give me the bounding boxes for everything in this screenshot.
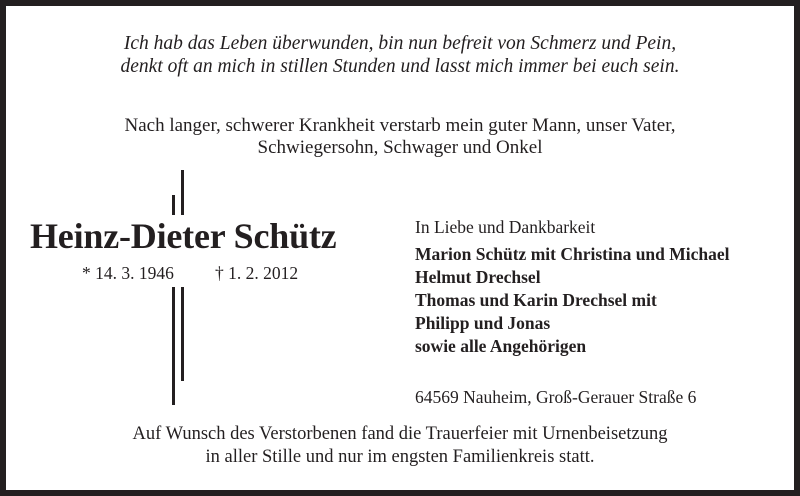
deceased-name: Heinz-Dieter Schütz <box>30 216 337 256</box>
birth-date: * 14. 3. 1946 <box>82 263 174 283</box>
quote-line-2: denkt oft an mich in stillen Stunden und lasst mich immer bei euch sein. <box>120 56 680 77</box>
footer-line-1: Auf Wunsch des Verstorbenen fand die Trauerfeier mit Urnenbeisetzung <box>132 424 668 444</box>
death-date: † 1. 2. 2012 <box>215 263 299 283</box>
address: 64569 Nauheim, Groß-Gerauer Straße 6 <box>415 387 697 407</box>
footer-line-2: in aller Stille und nur im engsten Familienkreis statt. <box>205 447 595 467</box>
mourner-line: Thomas und Karin Drechsel mit <box>415 290 657 310</box>
mourner-line: sowie alle Angehörigen <box>415 336 587 356</box>
quote-line-1: Ich hab das Leben überwunden, bin nun befreit von Schmerz und Pein, <box>123 33 677 54</box>
mourners-heading: In Liebe und Dankbarkeit <box>415 217 596 237</box>
mourner-line: Marion Schütz mit Christina und Michael <box>415 244 730 264</box>
intro-line-1: Nach langer, schwerer Krankheit verstarb mein guter Mann, unser Vater, <box>124 115 676 136</box>
intro-line-2: Schwiegersohn, Schwager und Onkel <box>257 137 543 158</box>
mourner-line: Philipp und Jonas <box>415 313 551 333</box>
mourner-line: Helmut Drechsel <box>415 267 541 287</box>
